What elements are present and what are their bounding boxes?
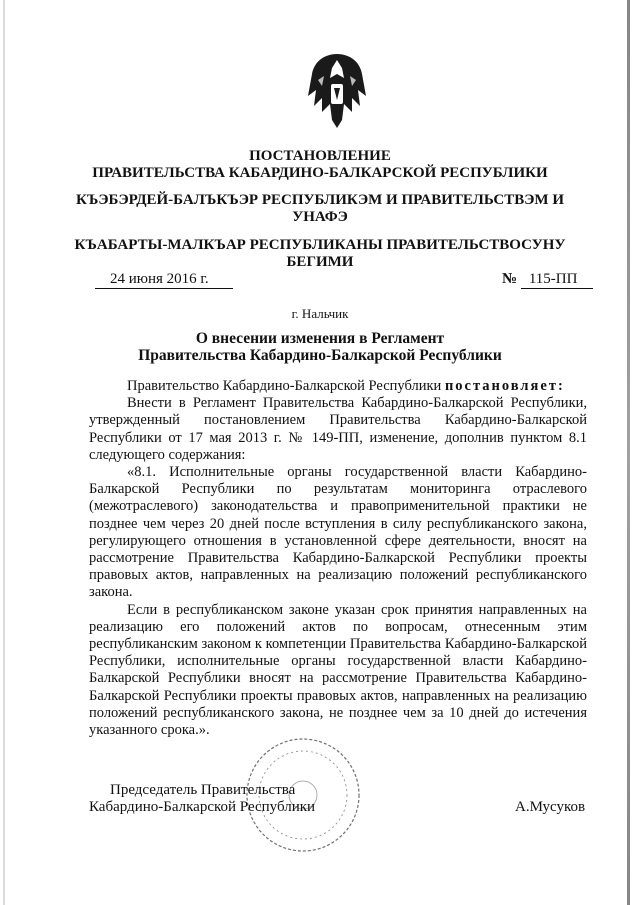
- document-date: 24 июня 2016 г.: [95, 271, 233, 289]
- balkar-title-line1: КЪАБАРТЫ-МАЛКЪАР РЕСПУБЛИКАНЫ ПРАВИТЕЛЬСТВОСУНУ: [74, 237, 566, 253]
- subject-line1: О внесении изменения в Регламент: [195, 330, 445, 347]
- resolution-intro: [89, 378, 587, 395]
- city: г. Нальчик: [291, 306, 349, 321]
- coat-of-arms-emblem: [304, 50, 370, 132]
- kabardian-title-line2: УНАФЭ: [292, 209, 348, 225]
- number-label: №: [502, 271, 518, 287]
- document-body: [89, 378, 587, 739]
- paragraph-amendment: Внести в Регламент Правительства Кабардино-Балкарской Республики, утвержденный постановлением Правительства Кабардино-Балкарской Республики от 17 мая 2013 г. № 149-ПП, изменение, дополнив пунктом 8.1 следующего содержания:: [89, 395, 587, 463]
- document-number-block: [502, 271, 593, 289]
- signatory-position-line2: Кабардино-Балкарской Республики: [89, 799, 316, 815]
- paragraph-deadline: Если в республиканском законе указан срок принятия направленных на реализацию его положений актов по вопросам, отнесенным этим республиканским законом к компетенции Правительства Кабардино-Балкарской Республики, исполнительные органы государственной власти Кабардино-Балкарской Республики вносят на рассмотрение Правительства Кабардино-Балкарской Республики проекты правовых актов, направленных на реализацию положений республиканского закона, не позднее чем за 10 дней до истечения указанного срока.».: [89, 601, 587, 739]
- scan-edge-right: [627, 0, 630, 905]
- balkar-title-line2: БЕГИМИ: [286, 254, 354, 270]
- signatory-position-line1: Председатель Правительства: [110, 782, 296, 798]
- scan-edge-left: [3, 0, 5, 905]
- document-number: 115-ПП: [521, 271, 593, 289]
- government-name: Правительство Кабардино-Балкарской Республики: [127, 378, 442, 394]
- subject-line2: Правительства Кабардино-Балкарской Республики: [138, 347, 502, 364]
- signatory-name: А.Мусуков: [515, 799, 586, 815]
- issuer-title: ПРАВИТЕЛЬСТВА КАБАРДИНО-БАЛКАРСКОЙ РЕСПУБЛИКИ: [92, 165, 548, 181]
- kabardian-title-line1: КЪЭБЭРДЕЙ-БАЛЪКЪЭР РЕСПУБЛИКЭМ И ПРАВИТЕЛЬСТВЭМ И: [76, 192, 564, 208]
- doc-type-title: ПОСТАНОВЛЕНИЕ: [249, 148, 391, 164]
- paragraph-8-1: «8.1. Исполнительные органы государственной власти Кабардино-Балкарской Республики по результатам мониторинга отраслевого (межотраслевого) законодательства и правоприменительной практики не позднее чем через 20 дней после вступления в силу республиканского закона, регулирующего отношения в установленной сфере деятельности, вносят на рассмотрение Правительства Кабардино-Балкарской Республики проекты правовых актов, направленных на реализацию положений республиканского закона.: [89, 464, 587, 601]
- resolves-verb: постановляет:: [444, 378, 565, 394]
